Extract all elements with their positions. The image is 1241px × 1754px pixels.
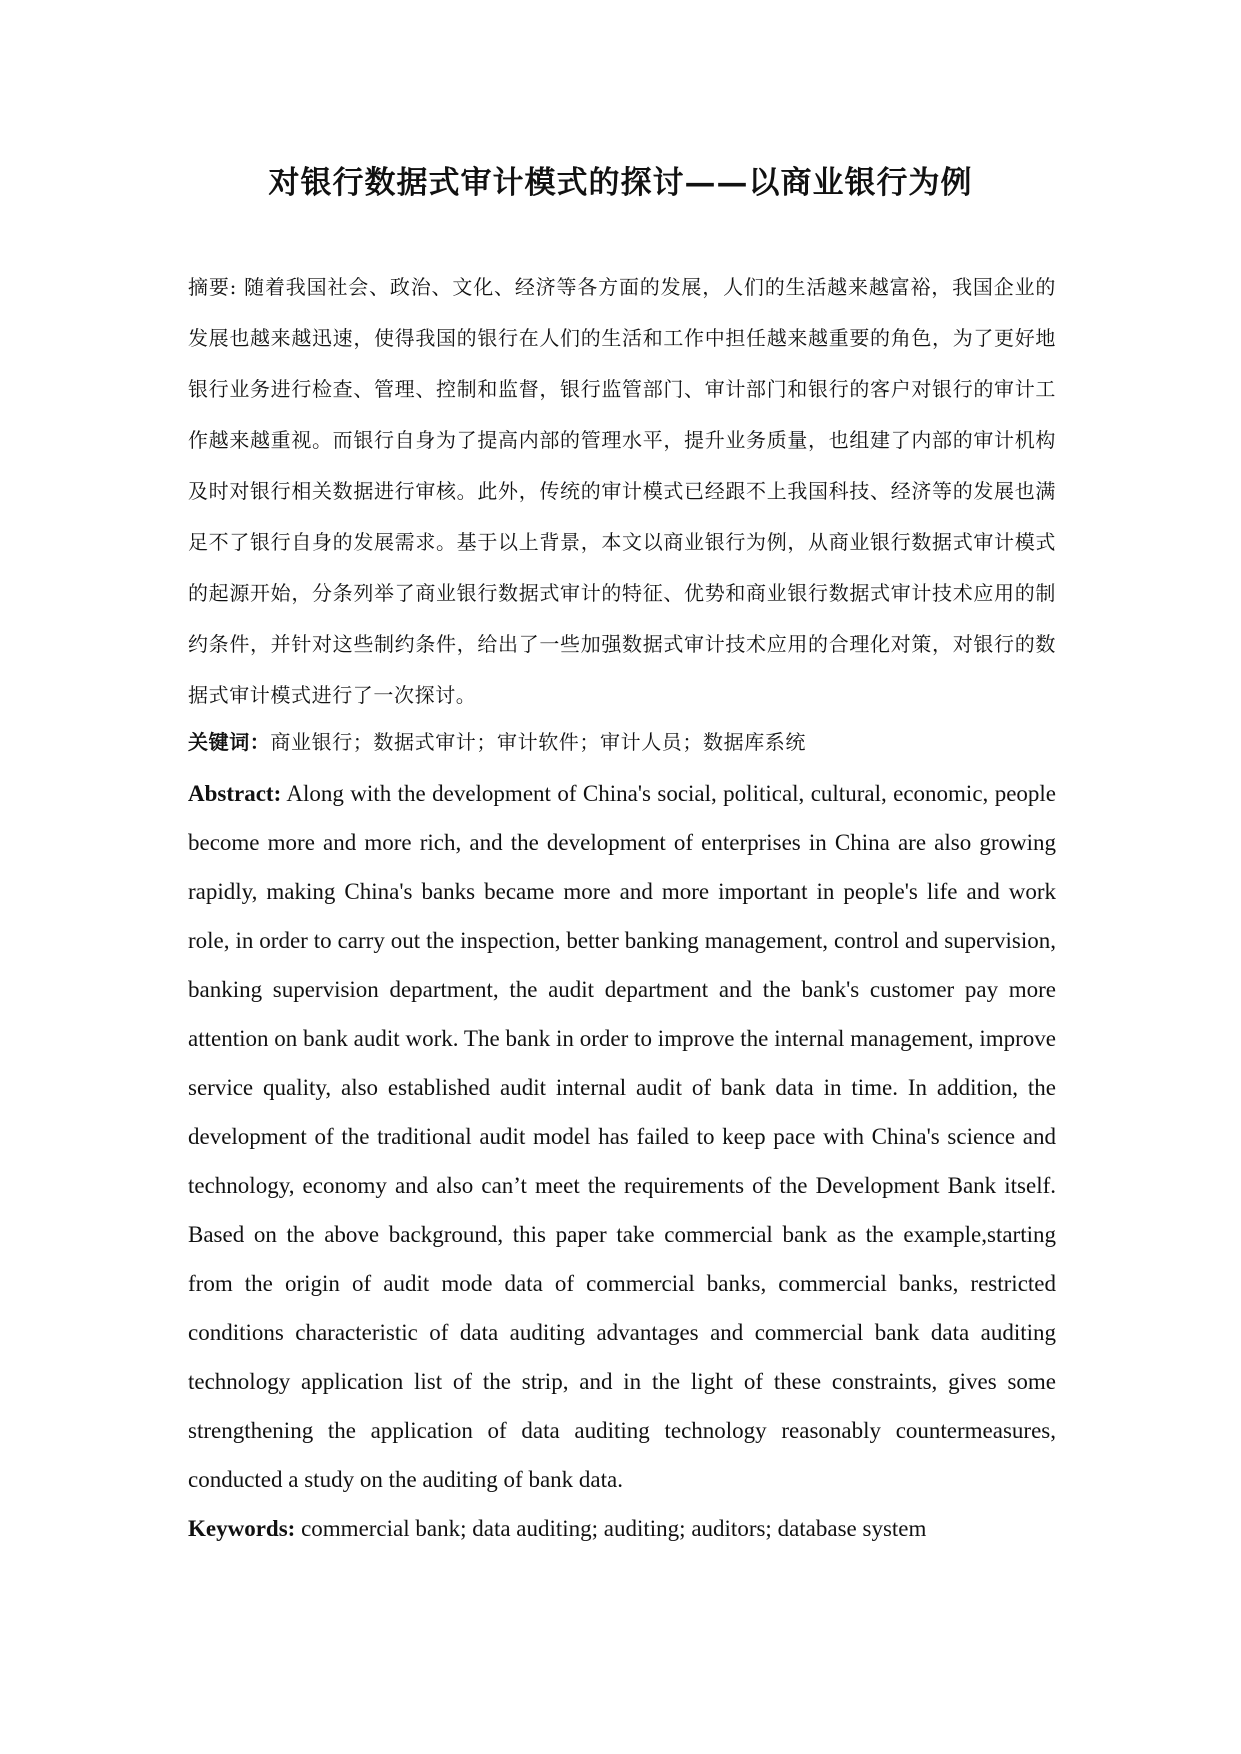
chinese-keywords-text: 商业银行；数据式审计；审计软件；审计人员；数据库系统: [270, 730, 807, 754]
english-keywords: [188, 1504, 1056, 1553]
chinese-keywords: [188, 721, 1056, 763]
chinese-abstract-label: 摘要:: [188, 275, 237, 299]
chinese-abstract-text: 随着我国社会、政治、文化、经济等各方面的发展，人们的生活越来越富裕，我国企业的发展也越来越迅速，使得我国的银行在人们的生活和工作中担任越来越重要的角色，为了更好地银行业务进行检查、管理、控制和监督，银行监管部门、审计部门和银行的客户对银行的审计工作越来越重视。而银行自身为了提高内部的管理水平，提升业务质量，也组建了内部的审计机构及时对银行相关数据进行审核。此外，传统的审计模式已经跟不上我国科技、经济等的发展也满足不了银行自身的发展需求。基于以上背景，本文以商业银行为例，从商业银行数据式审计模式的起源开始，分条列举了商业银行数据式审计的特征、优势和商业银行数据式审计技术应用的制约条件，并针对这些制约条件，给出了一些加强数据式审计技术应用的合理化对策，对银行的数据式审计模式进行了一次探讨。: [188, 275, 1056, 707]
english-abstract: [188, 769, 1056, 1504]
chinese-keywords-label: 关键词：: [188, 730, 271, 754]
chinese-abstract: [188, 262, 1056, 721]
english-keywords-label: Keywords:: [188, 1516, 296, 1541]
english-keywords-text: commercial bank; data auditing; auditing; auditors; database system: [295, 1516, 927, 1541]
document-body: [188, 262, 1056, 1553]
document-title: 对银行数据式审计模式的探讨——以商业银行为例: [268, 165, 973, 201]
english-abstract-text: Along with the development of China's social, political, cultural, economic, people become more and more rich, and the development of enterprises in China are also growing rapidly, making China's banks became more and more important in people's life and work role, in order to carry out the inspection, better banking management, control and supervision, banking supervision department, the audit department and the bank's customer pay more attention on bank audit work. The bank in order to improve the internal management, improve service quality, also established audit internal audit of bank data in time. In addition, the development of the traditional audit model has failed to keep pace with China's science and technology, economy and also can’t meet the requirements of the Development Bank itself. Based on the above background, this paper take commercial bank as the example,starting from the origin of audit mode data of commercial banks, commercial banks, restricted conditions characteristic of data auditing advantages and commercial bank data auditing technology application list of the strip, and in the light of these constraints, gives some strengthening the application of data auditing technology reasonably countermeasures, conducted a study on the auditing of bank data.: [188, 781, 1056, 1492]
english-abstract-label: Abstract:: [188, 781, 282, 806]
